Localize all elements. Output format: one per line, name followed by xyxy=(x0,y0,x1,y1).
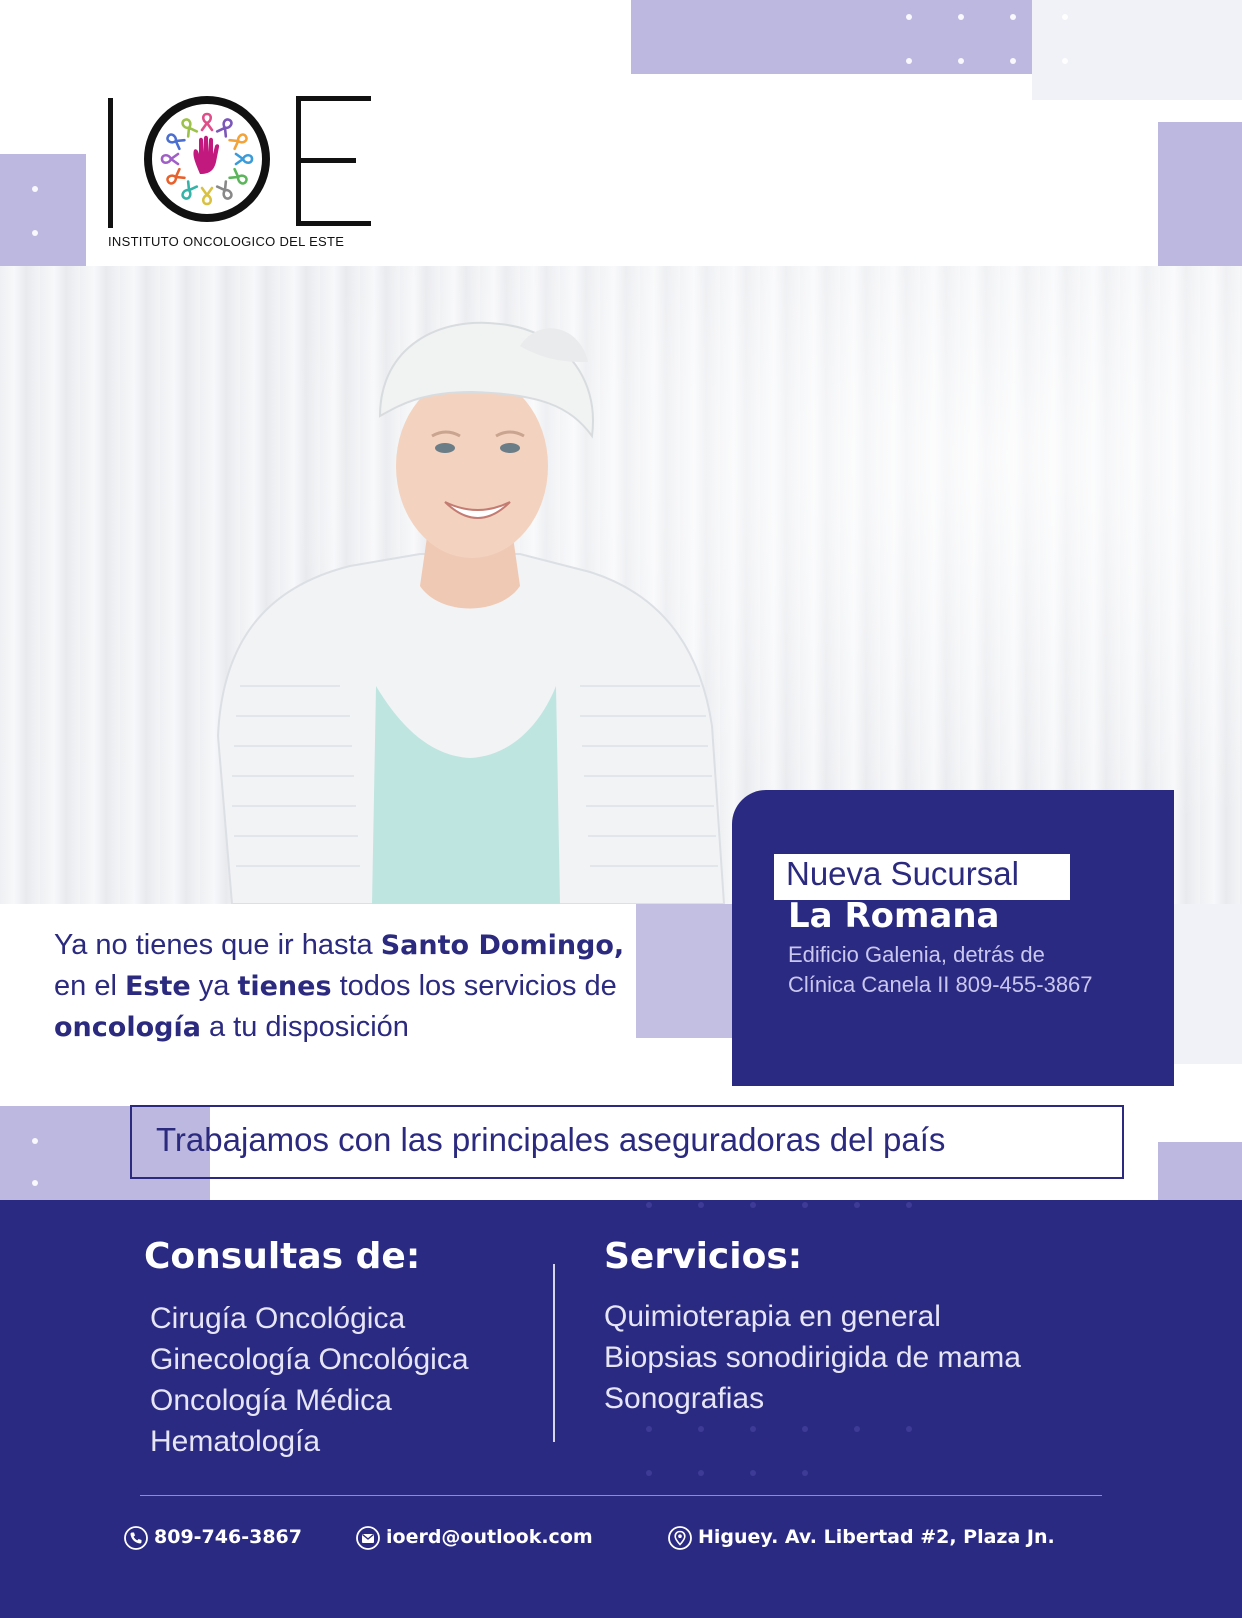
decor-dot xyxy=(802,1470,808,1476)
servicios-title: Servicios: xyxy=(604,1236,803,1277)
insurers-text: Trabajamos con las principales aseguradoras del país xyxy=(156,1121,946,1158)
decor-dot xyxy=(906,58,912,64)
decor-dot xyxy=(958,58,964,64)
location-pin-icon xyxy=(668,1526,692,1550)
contact-location[interactable]: Higuey. Av. Libertad #2, Plaza Jn. xyxy=(668,1522,1055,1552)
decor-dot xyxy=(906,1202,912,1208)
decor-dot xyxy=(698,1426,704,1432)
decor-dot xyxy=(802,1426,808,1432)
servicios-item: Biopsias sonodirigida de mama xyxy=(604,1341,1021,1374)
awareness-ribbon-icon xyxy=(162,154,178,164)
branch-address xyxy=(788,940,1093,1000)
decor-dot xyxy=(854,1202,860,1208)
mail-icon xyxy=(356,1526,380,1550)
awareness-ribbon-icon xyxy=(230,132,249,149)
awareness-ribbon-icon xyxy=(180,118,197,137)
awareness-ribbon-icon xyxy=(180,182,197,201)
decor-tagline-block xyxy=(636,904,732,1038)
consultas-item: Ginecología Oncológica xyxy=(150,1343,469,1376)
servicios-item: Quimioterapia en general xyxy=(604,1300,941,1333)
servicios-list xyxy=(604,1296,1021,1419)
decor-insurers-right xyxy=(1158,1142,1242,1200)
awareness-ribbon-icon xyxy=(230,169,249,186)
decor-dot xyxy=(1062,14,1068,20)
decor-dot xyxy=(32,1180,38,1186)
decor-dot xyxy=(906,14,912,20)
decor-dot xyxy=(32,1138,38,1144)
contact-phone[interactable]: 809-746-3867 xyxy=(124,1522,302,1552)
footer-divider xyxy=(140,1495,1102,1496)
tagline-line3: oncología a tu disposición xyxy=(54,1011,409,1043)
consultas-item: Cirugía Oncológica xyxy=(150,1302,406,1335)
branch-heading: Nueva Sucursal xyxy=(786,855,1019,892)
phone-icon xyxy=(124,1526,148,1550)
column-divider xyxy=(553,1264,555,1442)
consultas-item: Oncología Médica xyxy=(150,1384,392,1417)
branch-address-line2: Clínica Canela II 809-455-3867 xyxy=(788,972,1093,997)
servicios-item: Sonografias xyxy=(604,1382,765,1415)
consultas-item: Hematología xyxy=(150,1425,321,1458)
awareness-ribbon-icon xyxy=(236,154,252,164)
decor-dot xyxy=(1062,58,1068,64)
decor-left-block xyxy=(0,154,86,266)
decor-dot xyxy=(750,1470,756,1476)
tagline-line1: Ya no tienes que ir hasta Santo Domingo, xyxy=(54,929,625,961)
logo-letter-e xyxy=(296,96,371,226)
logo-ribbon-ring xyxy=(144,96,270,222)
decor-right-block xyxy=(1158,122,1242,266)
awareness-ribbon-icon xyxy=(202,114,212,130)
consultas-title: Consultas de: xyxy=(144,1236,421,1277)
awareness-ribbon-icon xyxy=(166,132,185,149)
tagline-line2: en el Este ya tienes todos los servicios de xyxy=(54,970,617,1002)
decor-dot xyxy=(32,186,38,192)
decor-dot xyxy=(32,230,38,236)
branch-panel xyxy=(732,790,1174,1086)
consultas-list xyxy=(150,1298,469,1462)
branch-address-line1: Edificio Galenia, detrás de xyxy=(788,942,1045,967)
decor-dot xyxy=(698,1470,704,1476)
decor-dot xyxy=(646,1202,652,1208)
decor-dot xyxy=(854,1426,860,1432)
awareness-ribbon-icon xyxy=(217,118,234,137)
awareness-ribbon-icon xyxy=(166,169,185,186)
decor-dot xyxy=(906,1426,912,1432)
decor-dot xyxy=(646,1470,652,1476)
tagline xyxy=(54,925,624,1048)
decor-dot xyxy=(802,1202,808,1208)
decor-dot xyxy=(1010,58,1016,64)
decor-dot xyxy=(750,1426,756,1432)
awareness-ribbon-icon xyxy=(217,182,234,201)
decor-dot xyxy=(1010,14,1016,20)
decor-top-block xyxy=(631,0,1088,74)
decor-right-faint xyxy=(1174,904,1242,1064)
ribbons-icon xyxy=(152,104,262,214)
ioe-logo xyxy=(108,92,388,252)
decor-dot xyxy=(750,1202,756,1208)
logo-subtitle: INSTITUTO ONCOLOGICO DEL ESTE xyxy=(108,234,345,249)
decor-dot xyxy=(958,14,964,20)
decor-dot xyxy=(646,1426,652,1432)
logo-letter-i xyxy=(108,98,113,228)
awareness-ribbon-icon xyxy=(202,188,212,204)
branch-city: La Romana xyxy=(788,896,1000,936)
contact-email[interactable]: ioerd@outlook.com xyxy=(356,1522,593,1552)
decor-dot xyxy=(698,1202,704,1208)
